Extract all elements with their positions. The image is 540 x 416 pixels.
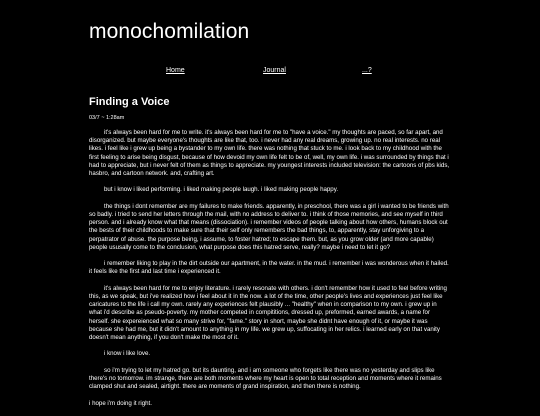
- site-title: monochomilation: [89, 20, 250, 43]
- post-paragraph: i know i like love.: [104, 350, 151, 358]
- post-title: Finding a Voice: [89, 96, 170, 108]
- post-body: [89, 129, 451, 416]
- nav-link-home[interactable]: Home: [166, 67, 185, 74]
- nav-link-about[interactable]: ...?: [362, 67, 372, 74]
- nav-link-journal[interactable]: Journal: [263, 67, 286, 74]
- post-paragraph: the things i dont remember are my failures to make friends. apparently, in preschool, there was a girl i wanted to be friends with so badly. i tried to send her letters through the mail, with no address to deliver to. i think of those memories, and see myself in third person. and i already know what that means (dissociation). i remember videos of people talking about how others, humans block out the bests of their childhoods to make sure that their self only remembers the bad things, to, apparently, stay unforgiving to a perpatrator of abuse. the purpose being, i assume, to foster hatred; to escape them. but, as you grow older (and more capable) people ususally come to the conclusion, what purpose does this hatred serve, really? maybe i need to let it go?: [89, 202, 449, 251]
- post-paragraph: it's always been hard for me to enjoy literature. i rarely resonate with others. i don't remember how it used to feel before writing this, as we speak, but i've realized how i feel about it in the now. a lot of the time, other people's lives and experiences just feel like caricatures to the life i call my own. rarely any experiences felt plausibly ... "healthy" when in comparison to my own. i grew up in what i'd describe as pseudo-poverty. my mother competed in compititions, dressed up, preformed, earned awards, a name for herself. she expereienced what so many strive for, "fame." story in short, maybe she didnt have enough of it, or maybe it was because she had me, but it didn't amount to anything in my life. we grew up, suffocating in her relics. i learned early on that vanity doesn't mean anything, if you don't make the most of it.: [89, 284, 447, 342]
- post-paragraph: so i'm trying to let my hatred go. but its daunting, and i am someone who forgets like there was no yesterday and slips like there's no tomorrow. im strange, there are both moments where my heart is open to total reception and moments where it remains clamped shut and sealed, airtight. there are moments of grand inspiration, and then there is nothing.: [89, 366, 442, 391]
- post-paragraph: but i know i liked performing. i liked making people laugh. i liked making people happy.: [104, 186, 339, 194]
- post-paragraph: it's always been hard for me to write. it's always been hard for me to "have a voice." my thoughts are paced, so far apart, and disorganized. but maybe everyone's thoughts are like that, too. i never had any real dreams, growing up. no real interests. no real likes. i feel like i grew up being a bystander to my own life. there was nothing that stuck to me. i look back to my childhood with the first feeling to arise being disgust, because of how devoid my own life felt to be of, well, my own life. i was surrounded by things that i had to appreciate, but i never felt of them as things to appreciate. my youngest interests included television: the cartoons of pbs kids, hasbro, and cartoon network. and, crafting art.: [89, 129, 450, 178]
- post-paragraph: i hope i'm doing it right.: [89, 399, 152, 407]
- post-date: 03/7 ~ 1:28am: [89, 115, 125, 121]
- post-paragraph: i remember liking to play in the dirt outside our apartment, in the water. in the mud. i remember i was wonderous when it hailed. it feels like the first and last time i experienced it.: [89, 260, 449, 276]
